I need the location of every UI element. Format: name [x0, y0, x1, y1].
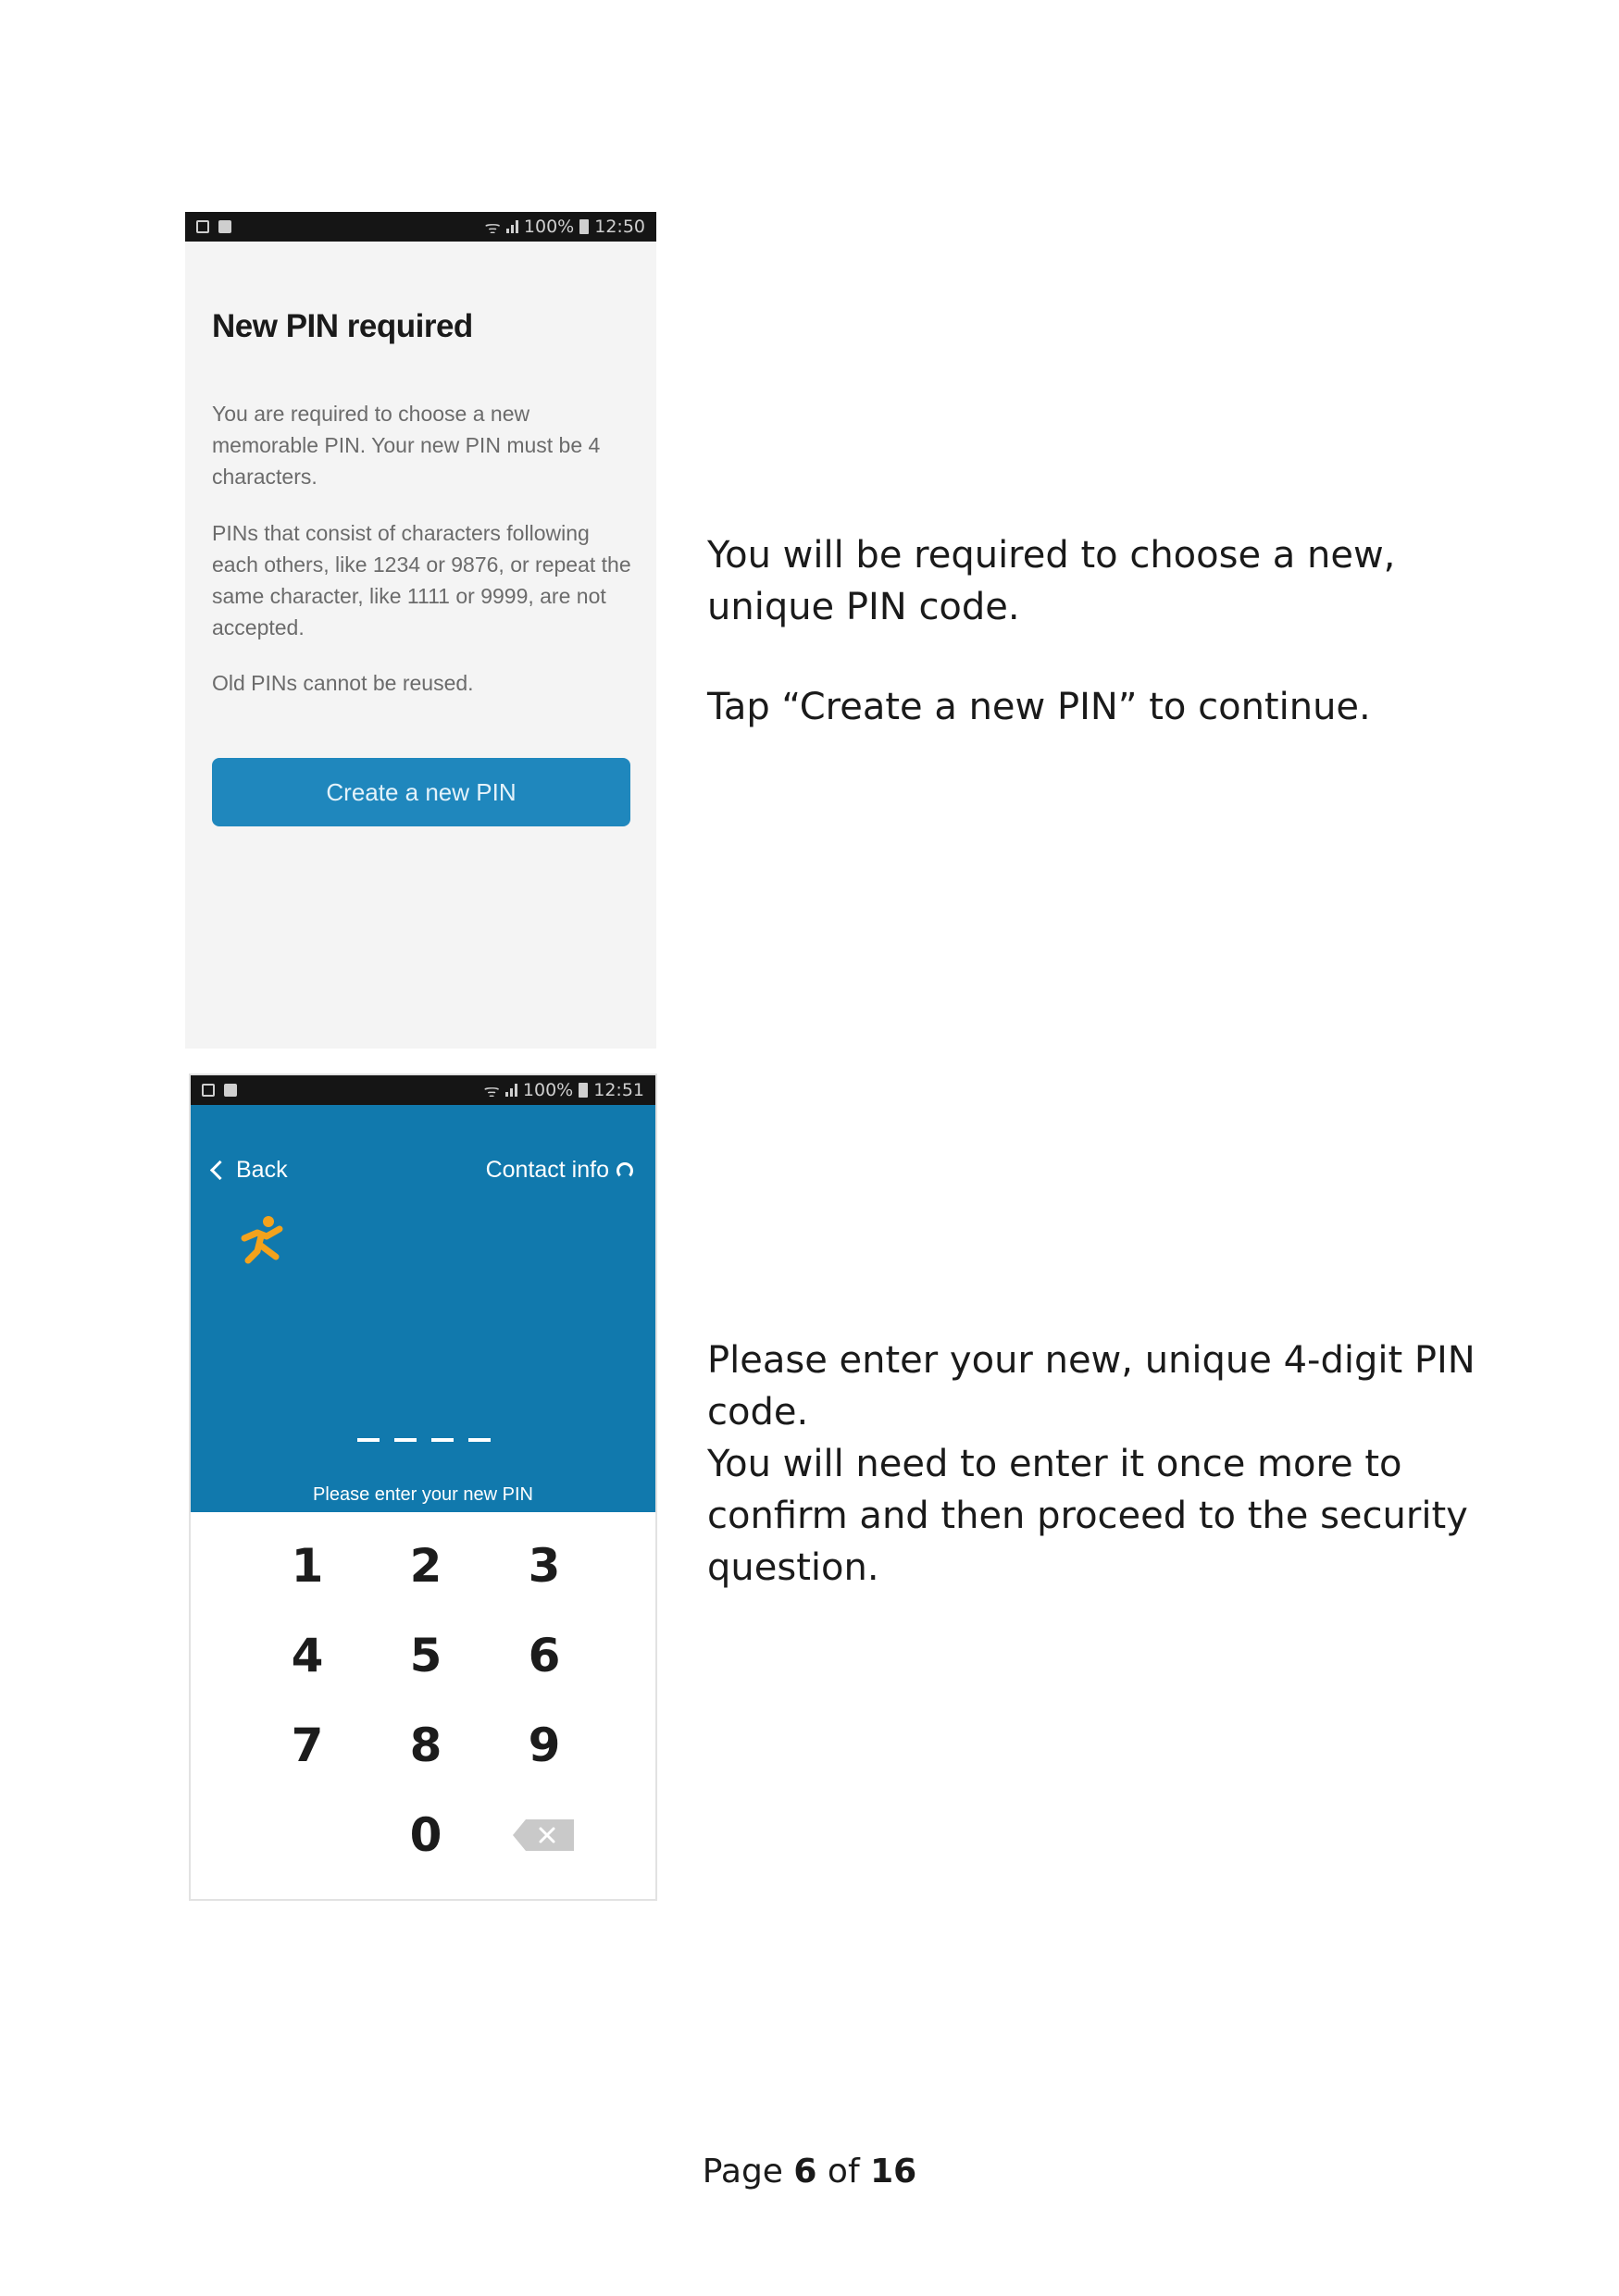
create-new-pin-button[interactable]: Create a new PIN	[212, 758, 630, 826]
instruction-text: Please enter your new, unique 4-digit PIN code.	[707, 1339, 1476, 1433]
enter-new-pin-screenshot	[189, 1074, 657, 1901]
contact-info-label: Contact info	[485, 1157, 609, 1183]
backspace-icon[interactable]	[513, 1819, 574, 1851]
key-1[interactable]: 1	[266, 1529, 349, 1603]
status-time: 12:51	[593, 1080, 644, 1100]
gallery-notification-icon	[202, 1084, 215, 1097]
status-bar	[191, 1075, 655, 1105]
instruction-block-1	[707, 529, 1503, 733]
pin-rules-text: PINs that consist of characters following each others, like 1234 or 9876, or repeat the same character, like 1111 or 9999, are not accepted.	[212, 521, 631, 639]
battery-icon	[579, 1083, 588, 1098]
pin-digit-slot	[431, 1438, 454, 1442]
pin-header-panel	[191, 1105, 655, 1512]
key-9[interactable]: 9	[503, 1708, 586, 1782]
signal-icon	[505, 1084, 517, 1097]
pin-digit-slot	[357, 1438, 380, 1442]
instruction-text: You will be required to choose a new, unique PIN code.	[707, 534, 1396, 628]
runner-logo-icon	[239, 1214, 291, 1266]
key-3[interactable]: 3	[503, 1529, 586, 1603]
sd-card-icon	[218, 220, 231, 233]
page-of-label: of	[827, 2153, 860, 2191]
key-7[interactable]: 7	[266, 1708, 349, 1782]
signal-icon	[506, 220, 518, 233]
key-8[interactable]: 8	[384, 1708, 467, 1782]
battery-icon	[579, 219, 589, 234]
sd-card-icon	[224, 1084, 237, 1097]
status-time: 12:50	[594, 217, 645, 237]
headset-icon	[616, 1162, 633, 1179]
pin-requirement-text: You are required to choose a new memorable PIN. Your new PIN must be 4 characters.	[212, 402, 601, 489]
chevron-left-icon	[210, 1160, 230, 1180]
back-button[interactable]	[213, 1157, 288, 1184]
new-pin-required-screenshot	[185, 212, 656, 1049]
back-label: Back	[236, 1157, 288, 1183]
instruction-text: You will need to enter it once more to confirm and then proceed to the security question.	[707, 1443, 1468, 1589]
key-5[interactable]: 5	[384, 1619, 467, 1693]
battery-percent: 100%	[522, 1080, 574, 1100]
pin-digit-slot	[468, 1438, 491, 1442]
key-6[interactable]: 6	[503, 1619, 586, 1693]
contact-info-button[interactable]	[486, 1157, 633, 1184]
page-footer	[0, 2153, 1619, 2191]
total-pages: 16	[870, 2153, 917, 2191]
key-2[interactable]: 2	[384, 1529, 467, 1603]
old-pin-note: Old PINs cannot be reused.	[212, 671, 474, 695]
pin-digit-slot	[394, 1438, 417, 1442]
battery-percent: 100%	[523, 217, 575, 237]
wifi-icon: ᯤ	[483, 1081, 500, 1101]
status-bar	[185, 212, 656, 242]
wifi-icon: ᯤ	[484, 217, 501, 238]
key-0[interactable]: 0	[384, 1798, 467, 1872]
screen-title: New PIN required	[212, 308, 473, 344]
enter-pin-prompt: Please enter your new PIN	[313, 1484, 533, 1505]
current-page: 6	[793, 2153, 817, 2191]
key-4[interactable]: 4	[266, 1619, 349, 1693]
instruction-text: Tap “Create a new PIN” to continue.	[707, 686, 1371, 728]
gallery-notification-icon	[196, 220, 209, 233]
pin-entry-indicator	[357, 1438, 491, 1442]
page-label: Page	[702, 2153, 783, 2191]
instruction-block-2	[707, 1334, 1503, 1594]
